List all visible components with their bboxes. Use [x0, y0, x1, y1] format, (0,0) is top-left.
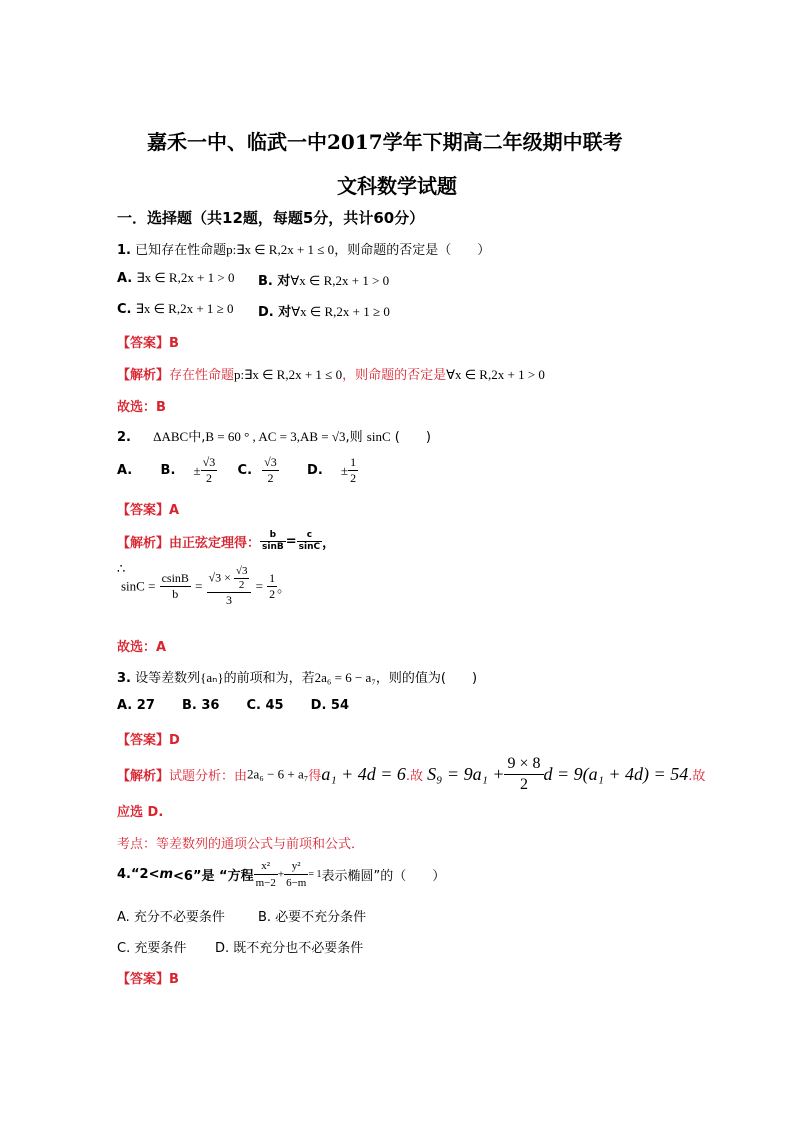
frac-denominator: 2 — [238, 579, 245, 591]
q3-optC-value: 45 — [265, 698, 284, 713]
q4-optB: B. 必要不充分条件 — [258, 910, 367, 925]
frac-numerator: √3 — [264, 455, 277, 469]
frac-denominator: 2 — [269, 587, 276, 601]
q2-sol-inner-frac — [234, 565, 250, 592]
q2-optB-frac — [201, 455, 218, 486]
q1-optB-math: ∀x ∈ R,2x + 1 > 0 — [290, 273, 390, 288]
q2-optA: A. — [117, 463, 133, 478]
frac-denominator: 3 — [226, 593, 232, 607]
q2-sol-frac2 — [207, 565, 252, 608]
q3-answer-value: D — [169, 733, 180, 748]
q1-choose — [117, 396, 166, 415]
choose-prefix: 故选： — [117, 400, 157, 415]
q3-answer — [117, 729, 180, 748]
q4-frac-y — [284, 858, 308, 891]
q3-text-c: ，则的值为( ) — [375, 671, 478, 686]
q2-math1: ΔABC — [153, 429, 189, 444]
q2-answer-value: A — [169, 503, 180, 518]
q1-optD-label: D. 对 — [258, 305, 292, 320]
q3-should-choose: 应选 D. — [117, 805, 164, 820]
q4-text-a: “2< — [130, 867, 160, 882]
question-3 — [117, 667, 477, 686]
q2-sol-end: 。 — [277, 581, 291, 596]
q2-frac-c-sinC — [297, 530, 322, 553]
question-1 — [117, 239, 490, 258]
q3-analysis-eq2-a: S₉ = 9a₁ + — [427, 764, 505, 784]
q2-math3: sinC — [366, 429, 391, 444]
frac-numerator: x² — [254, 858, 278, 875]
q3-analysis-a: 试题分析：由 — [169, 769, 248, 784]
q3-analysis — [117, 754, 705, 795]
q1-optB-label: B. 对 — [258, 274, 291, 289]
q2-comma: ， — [322, 536, 336, 551]
q1-text-b: ，则命题的否定是（ ） — [334, 243, 491, 258]
q4-answer — [117, 968, 179, 987]
frac-denominator: 6−m — [286, 877, 307, 889]
q1-optB — [258, 270, 389, 289]
q1-text-a: 已知存在性命题 — [135, 243, 227, 258]
q1-math: p:∃x ∈ R,2x + 1 ≤ 0 — [226, 242, 335, 257]
q3-optA-value: 27 — [136, 698, 155, 713]
q2-sol-f2-a: √3 × — [208, 570, 231, 585]
q3-analysis-frac — [504, 754, 543, 795]
q4-optC: C. 充要条件 — [117, 941, 187, 956]
q4-text-m: m — [159, 867, 174, 882]
q1-options-row-2 — [117, 301, 234, 317]
q1-analysis-b: ，则命题的否定是 — [342, 368, 447, 383]
frac-numerator: y² — [284, 858, 308, 875]
q2-sol-frac1 — [160, 571, 191, 602]
frac-numerator: √3 — [235, 565, 248, 577]
q1-answer — [117, 332, 179, 351]
frac-denominator: sinB — [262, 542, 284, 552]
q1-optA: ∃x ∈ R,2x + 1 > 0 — [136, 270, 235, 285]
q4-frac-x — [254, 858, 278, 891]
q1-options-row-1 — [117, 270, 235, 286]
q4-answer-value: B — [169, 972, 179, 987]
q2-solution: sinC = $\frac{csinB}{b}$ = √3 × $\frac{√3}{2}$ 3 = $\frac{1}{2}$ 。 — [121, 565, 291, 607]
question-4 — [117, 858, 445, 891]
q1-optA-label: A. — [117, 271, 133, 286]
q2-optB: B. — [160, 463, 176, 478]
q1-analysis-math1: p:∃x ∈ R,2x + 1 ≤ 0 — [234, 367, 343, 382]
q4-text-c: 表示椭圆”的（ ） — [321, 869, 446, 884]
frac-numerator: 1 — [350, 455, 357, 469]
analysis-tag: 【解析】 — [117, 769, 170, 784]
q2-therefore: ∴ — [117, 562, 126, 577]
q3-analysis-c: .故 — [405, 769, 424, 784]
q4-optD: D. 既不充分也不必要条件 — [215, 941, 364, 956]
q2-answer — [117, 499, 179, 518]
q1-optC: ∃x ∈ R,2x + 1 ≥ 0 — [135, 301, 234, 316]
q3-optB: B. — [181, 698, 197, 713]
q1-optD-math: ∀x ∈ R,2x + 1 ≥ 0 — [291, 304, 390, 319]
q2-optD-pm: ± — [340, 462, 349, 478]
answer-tag: 【答案】 — [117, 972, 170, 987]
question-number: 1. — [117, 243, 131, 258]
frac-numerator: 9 × 8 — [504, 754, 543, 775]
analysis-tag: 【解析】 — [117, 536, 170, 551]
q2-choose-value: A — [156, 640, 167, 655]
question-2 — [117, 426, 431, 445]
q3-kaodian: 考点：等差数列的通项公式与前项和公式． — [117, 837, 365, 852]
question-number: 4. — [117, 867, 131, 882]
q2-optC: C. — [237, 463, 253, 478]
q1-answer-value: B — [169, 336, 179, 351]
q3-optD-value: 54 — [330, 698, 350, 713]
frac-denominator: 2 — [520, 776, 528, 793]
frac-denominator: 2 — [350, 471, 357, 485]
q2-mid: 中, — [188, 430, 206, 445]
q2-eq: = — [285, 534, 297, 549]
q3-options — [117, 698, 349, 713]
answer-tag: 【答案】 — [117, 503, 170, 518]
q2-analysis — [117, 530, 335, 553]
frac-denominator: m−2 — [255, 877, 276, 889]
q1-analysis-a: 存在性命题 — [169, 368, 235, 383]
frac-numerator — [207, 565, 252, 593]
q3-analysis-eq1: a₁ + 4d = 6 — [321, 764, 406, 784]
q1-optD — [258, 301, 390, 320]
q3-optA: A. — [117, 698, 133, 713]
q4-plus: + — [277, 868, 285, 881]
q1-analysis — [117, 364, 545, 383]
answer-tag: 【答案】 — [117, 733, 170, 748]
answer-tag: 【答案】 — [117, 336, 170, 351]
q2-frac-b-sinB — [260, 530, 286, 553]
frac-denominator: sinC — [298, 542, 321, 552]
q3-text-a: 设等差数列 — [135, 671, 201, 686]
q2-analysis-text: 由正弦定理得： — [169, 536, 261, 551]
q3-text-b: 的前项和为，若 — [223, 671, 315, 686]
title-line-2: 文科数学试题 — [337, 174, 457, 198]
q3-optD: D. — [310, 698, 327, 713]
q1-analysis-math2: ∀x ∈ R,2x + 1 > 0 — [446, 367, 545, 382]
frac-denominator: 2 — [267, 471, 274, 485]
q3-math1: {aₙ} — [200, 670, 224, 685]
q2-options — [117, 455, 358, 486]
section-header: 一．选择题（共12题，每题5分，共计60分） — [117, 209, 425, 227]
q2-math2: B = 60 ° , AC = 3,AB = √3 — [205, 429, 346, 444]
q3-optB-value: 36 — [201, 698, 220, 713]
q3-analysis-d: .故 — [688, 769, 706, 784]
q2-optD-frac — [348, 455, 358, 486]
q2-optD: D. — [307, 463, 323, 478]
frac-denominator: 2 — [205, 471, 212, 485]
choose-prefix: 故选： — [117, 640, 157, 655]
q3-analysis-eq2-b: d = 9(a₁ + 4d) = 54 — [543, 764, 689, 784]
question-number: 3. — [117, 671, 131, 686]
q2-optB-pm: ± — [193, 462, 201, 478]
q1-choose-value: B — [156, 400, 166, 415]
q4-optA: A. 充分不必要条件 — [117, 910, 225, 925]
q2-choose — [117, 636, 166, 655]
q2-then: ,则 — [345, 430, 363, 445]
q3-optC: C. — [246, 698, 261, 713]
q1-optC-label: C. — [117, 302, 132, 317]
frac-numerator: c — [297, 530, 322, 542]
frac-numerator: √3 — [202, 455, 216, 469]
q2-sol-frac3 — [267, 571, 277, 602]
frac-numerator: 1 — [269, 571, 276, 585]
q3-analysis-b: 得 — [308, 769, 322, 784]
analysis-tag: 【解析】 — [117, 368, 170, 383]
q2-end: ( ) — [394, 430, 431, 445]
q3-math2: 2a₆ = 6 − a₇ — [314, 670, 376, 685]
q4-eq1: = 1 — [308, 869, 322, 880]
q2-optC-frac — [262, 455, 279, 486]
q4-text-b: <6”是 “方程 — [173, 869, 254, 884]
title-line-1: 嘉禾一中、临武一中2017学年下期高二年级期中联考 — [147, 130, 623, 154]
q3-analysis-math1: 2a₆ − 6 + a₇ — [247, 766, 309, 782]
q2-sol-lhs: sinC = — [121, 578, 156, 594]
frac-denominator: b — [172, 587, 179, 601]
question-number: 2. — [117, 430, 131, 445]
frac-numerator: b — [260, 530, 286, 542]
frac-numerator: csinB — [161, 571, 189, 585]
